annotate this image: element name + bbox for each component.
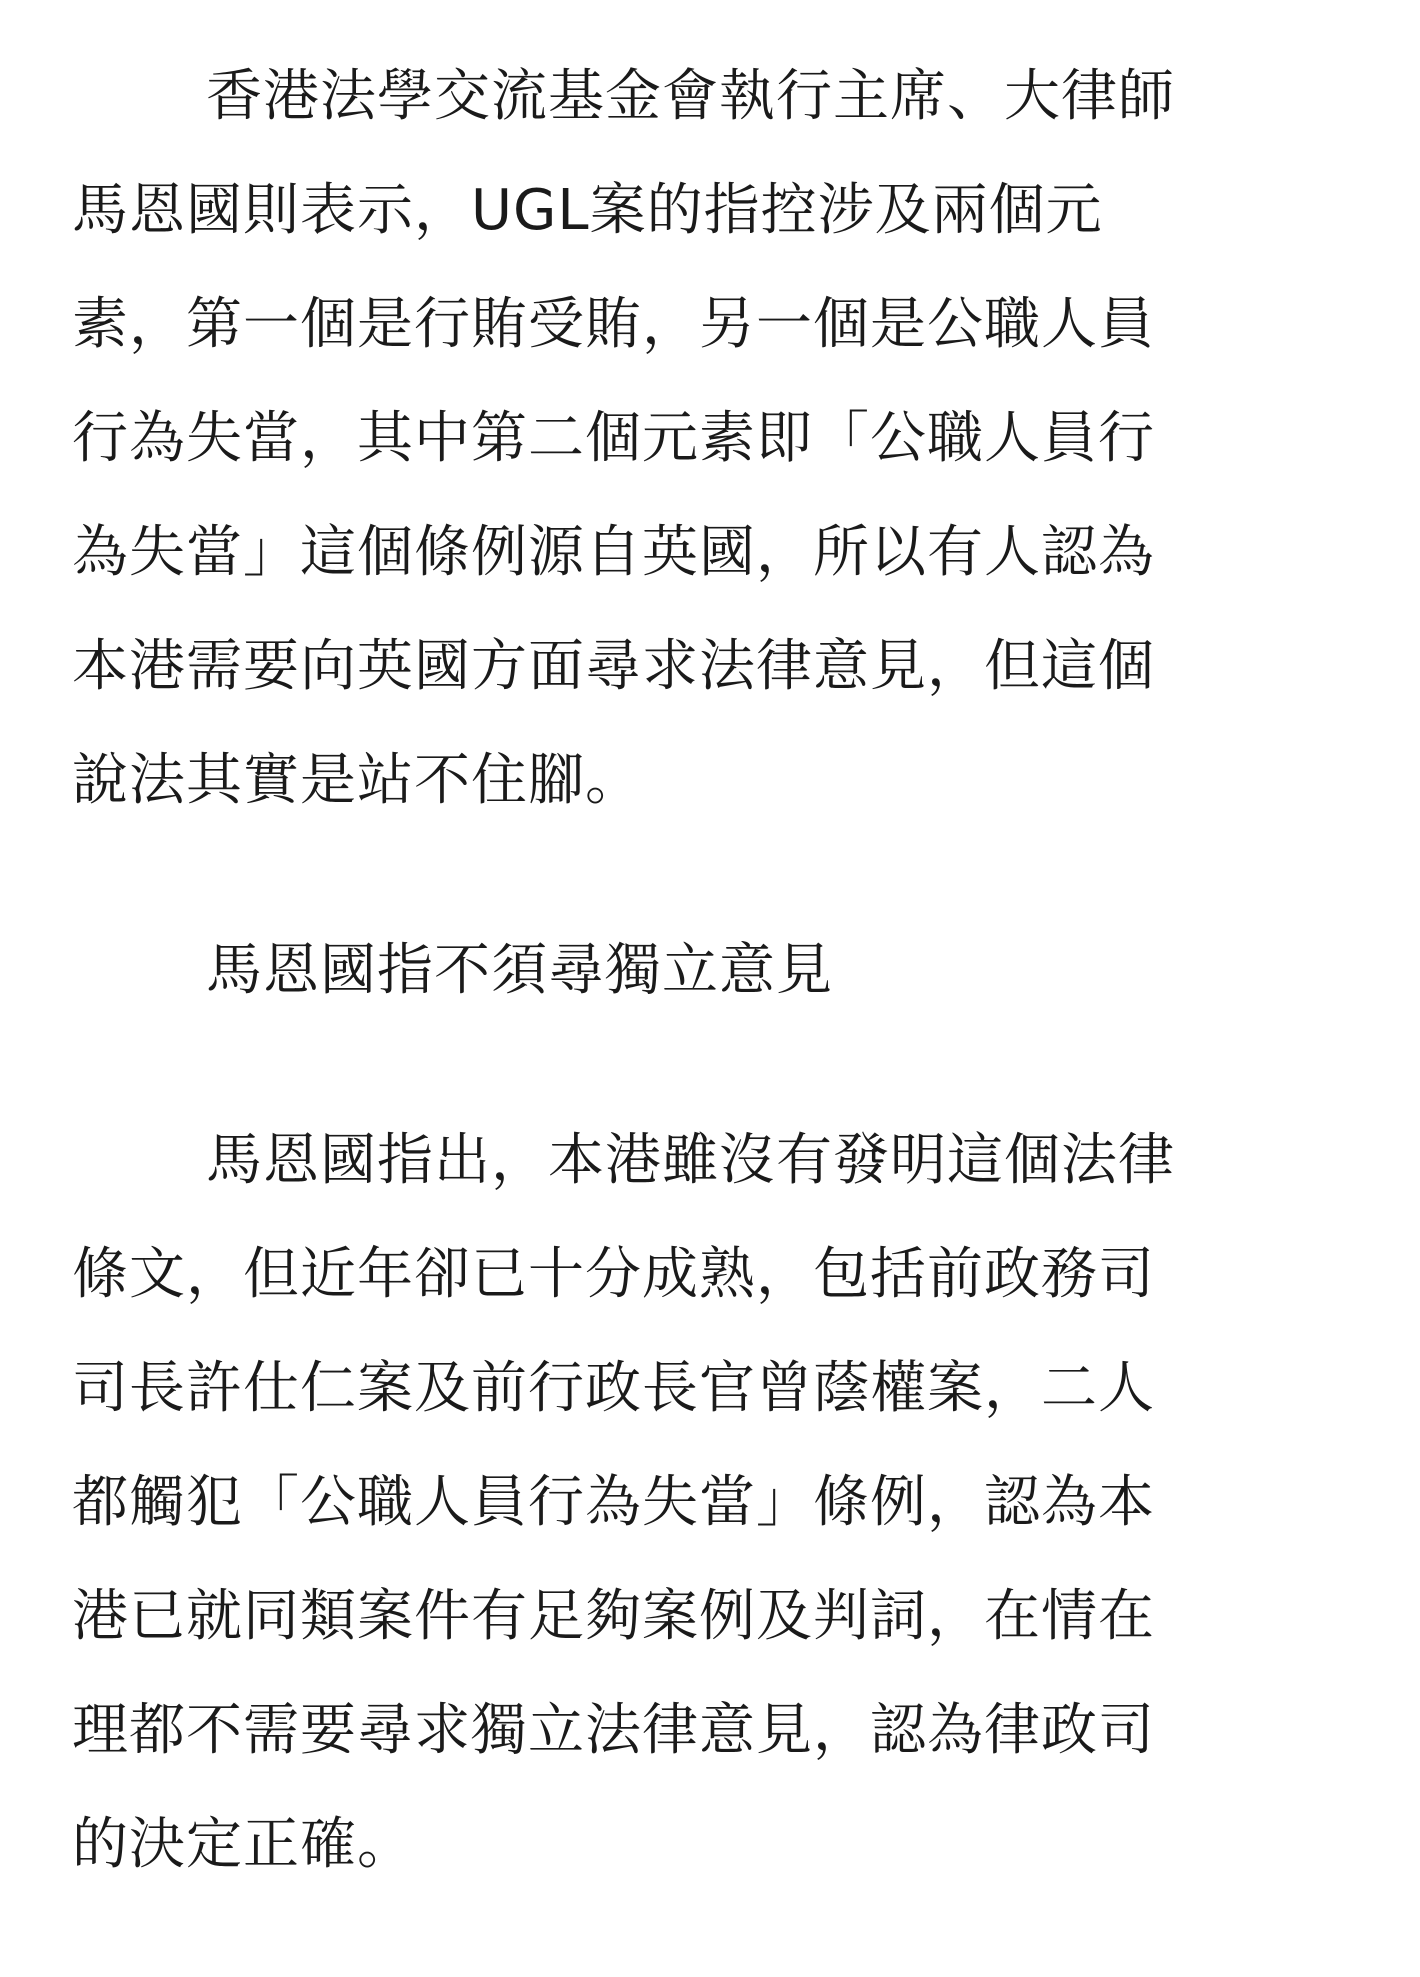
paragraph-line: 司長許仕仁案及前行政長官曾蔭權案，二人 bbox=[72, 1356, 1155, 1421]
paragraph-line: 素，第一個是行賄受賄，另一個是公職人員 bbox=[72, 292, 1155, 357]
paragraph-line: 為失當」這個條例源自英國，所以有人認為 bbox=[72, 520, 1155, 585]
paragraph-spacer bbox=[72, 1028, 1332, 1104]
paragraph-line: 說法其實是站不住腳。 bbox=[72, 748, 642, 813]
paragraph-line: 都觸犯「公職人員行為失當」條例，認為本 bbox=[72, 1470, 1155, 1535]
paragraph-line: 馬恩國則表示，UGL案的指控涉及兩個元 bbox=[72, 178, 1103, 243]
paragraph-line: 香港法學交流基金會執行主席、大律師 bbox=[206, 64, 1175, 129]
paragraph-line: 港已就同類案件有足夠案例及判詞，在情在 bbox=[72, 1584, 1155, 1649]
paragraph-spacer bbox=[72, 838, 1332, 914]
paragraph-line: 馬恩國指出，本港雖沒有發明這個法律 bbox=[206, 1128, 1175, 1193]
paragraph-2 bbox=[72, 1104, 1332, 1902]
paragraph-line: 本港需要向英國方面尋求法律意見，但這個 bbox=[72, 634, 1155, 699]
subheading-text: 馬恩國指不須尋獨立意見 bbox=[206, 938, 833, 1003]
article-body bbox=[72, 40, 1332, 1902]
paragraph-line: 理都不需要尋求獨立法律意見，認為律政司 bbox=[72, 1698, 1155, 1763]
paragraph-line: 條文，但近年卻已十分成熟，包括前政務司 bbox=[72, 1242, 1155, 1307]
paragraph-line: 的決定正確。 bbox=[72, 1812, 414, 1877]
paragraph-1 bbox=[72, 40, 1332, 838]
subheading bbox=[72, 914, 1332, 1028]
paragraph-line: 行為失當，其中第二個元素即「公職人員行 bbox=[72, 406, 1155, 471]
